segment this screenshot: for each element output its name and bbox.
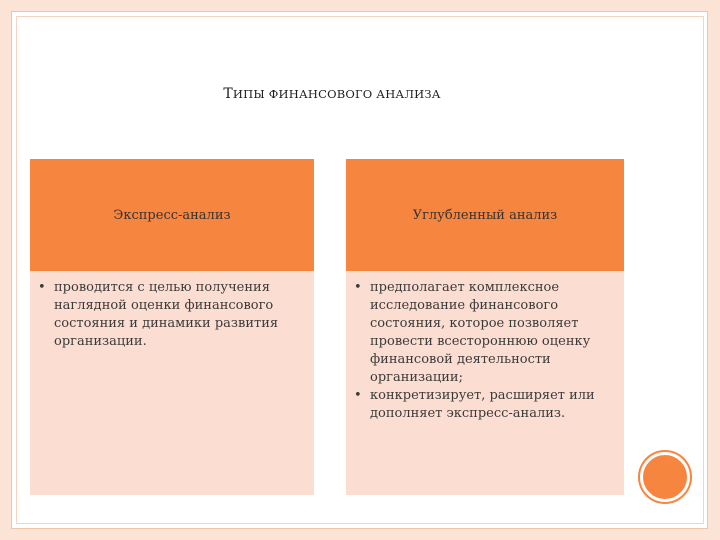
in-depth-analysis-body bbox=[346, 271, 624, 495]
bullet-icon: • bbox=[354, 280, 362, 295]
bullet-icon: • bbox=[38, 280, 46, 295]
list-item bbox=[354, 387, 614, 423]
in-depth-analysis-list bbox=[354, 279, 614, 423]
express-analysis-body bbox=[30, 271, 314, 495]
express-analysis-title: Экспресс-анализ bbox=[113, 207, 231, 223]
decorative-circle-icon bbox=[640, 452, 690, 502]
in-depth-analysis-header bbox=[346, 159, 624, 271]
slide-title-initial: Т bbox=[223, 86, 233, 102]
list-item bbox=[38, 279, 304, 351]
bullet-icon: • bbox=[354, 388, 362, 403]
express-analysis-list bbox=[38, 279, 304, 351]
in-depth-analysis-title: Углубленный анализ bbox=[412, 207, 558, 223]
express-analysis-header bbox=[30, 159, 314, 271]
slide-title bbox=[0, 86, 664, 102]
list-item-text: предполагает комплексное исследование финансового состояния, которое позволяет провести всестороннюю оценку финансовой деятельности организации; bbox=[370, 280, 591, 385]
list-item-text: конкретизирует, расширяет или дополняет экспресс-анализ. bbox=[370, 388, 595, 421]
list-item bbox=[354, 279, 614, 387]
slide-title-rest: ИПЫ ФИНАНСОВОГО АНАЛИЗА bbox=[232, 87, 441, 101]
list-item-text: проводится с целью получения наглядной оценки финансового состояния и динамики развития организации. bbox=[54, 280, 279, 349]
